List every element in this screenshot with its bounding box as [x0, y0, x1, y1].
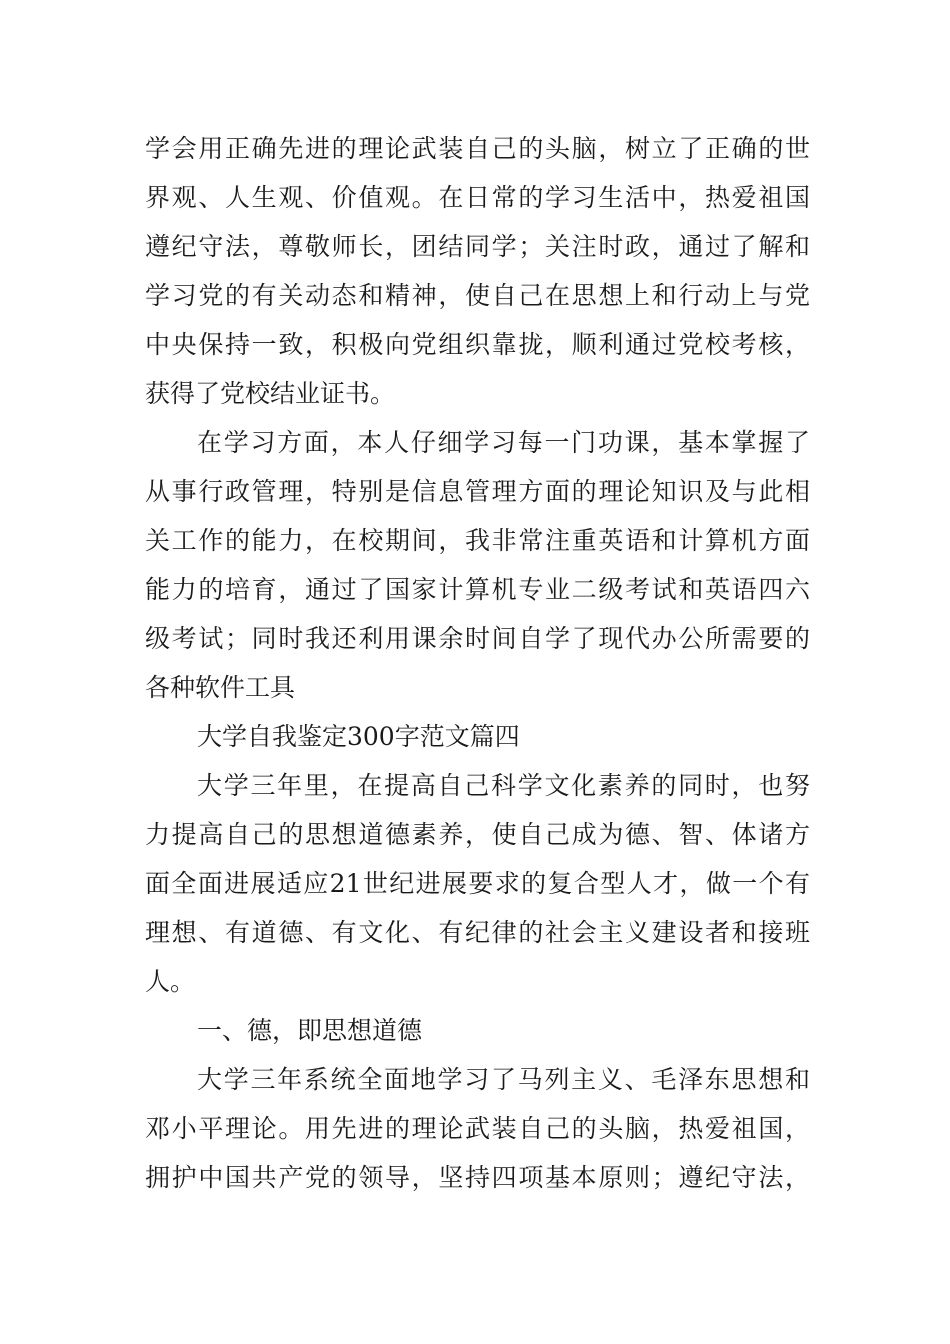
- text-line: 各种软件工具: [145, 673, 296, 702]
- text-line: 遵纪守法，尊敬师长，团结同学；关注时政，通过了解和: [145, 232, 810, 261]
- text-line: 拥护中国共产党的领导，坚持四项基本原则；遵纪守法，: [145, 1163, 810, 1192]
- section-heading: 大学自我鉴定300字范文篇四: [197, 722, 520, 751]
- paragraph-first-line: 大学三年系统全面地学习了马列主义、毛泽东思想和: [197, 1065, 810, 1094]
- subsection-heading: 一、德，即思想道德: [197, 1016, 423, 1045]
- text-line: 中央保持一致，积极向党组织靠拢，顺利通过党校考核，: [145, 330, 810, 359]
- text-line: 级考试；同时我还利用课余时间自学了现代办公所需要的: [145, 624, 810, 653]
- text-line: 界观、人生观、价值观。在日常的学习生活中，热爱祖国: [145, 183, 810, 212]
- paragraph-first-line: 在学习方面，本人仔细学习每一门功课，基本掌握了: [197, 428, 810, 457]
- text-line: 从事行政管理，特别是信息管理方面的理论知识及与此相: [145, 477, 810, 506]
- text-line: 人。: [145, 967, 196, 996]
- text-line: 学习党的有关动态和精神，使自己在思想上和行动上与党: [145, 281, 810, 310]
- text-line: 能力的培育，通过了国家计算机专业二级考试和英语四六: [145, 575, 810, 604]
- text-line: 邓小平理论。用先进的理论武装自己的头脑，热爱祖国，: [145, 1114, 810, 1143]
- text-line: 面全面进展适应21世纪进展要求的复合型人才，做一个有: [145, 869, 810, 898]
- document-body: [145, 124, 810, 1202]
- text-line: 理想、有道德、有文化、有纪律的社会主义建设者和接班: [145, 918, 810, 947]
- text-line: 关工作的能力，在校期间，我非常注重英语和计算机方面: [145, 526, 810, 555]
- text-line: 学会用正确先进的理论武装自己的头脑，树立了正确的世: [145, 134, 810, 163]
- paragraph-first-line: 大学三年里，在提高自己科学文化素养的同时，也努: [197, 771, 810, 800]
- text-line: 获得了党校结业证书。: [145, 379, 396, 408]
- text-line: 力提高自己的思想道德素养，使自己成为德、智、体诸方: [145, 820, 810, 849]
